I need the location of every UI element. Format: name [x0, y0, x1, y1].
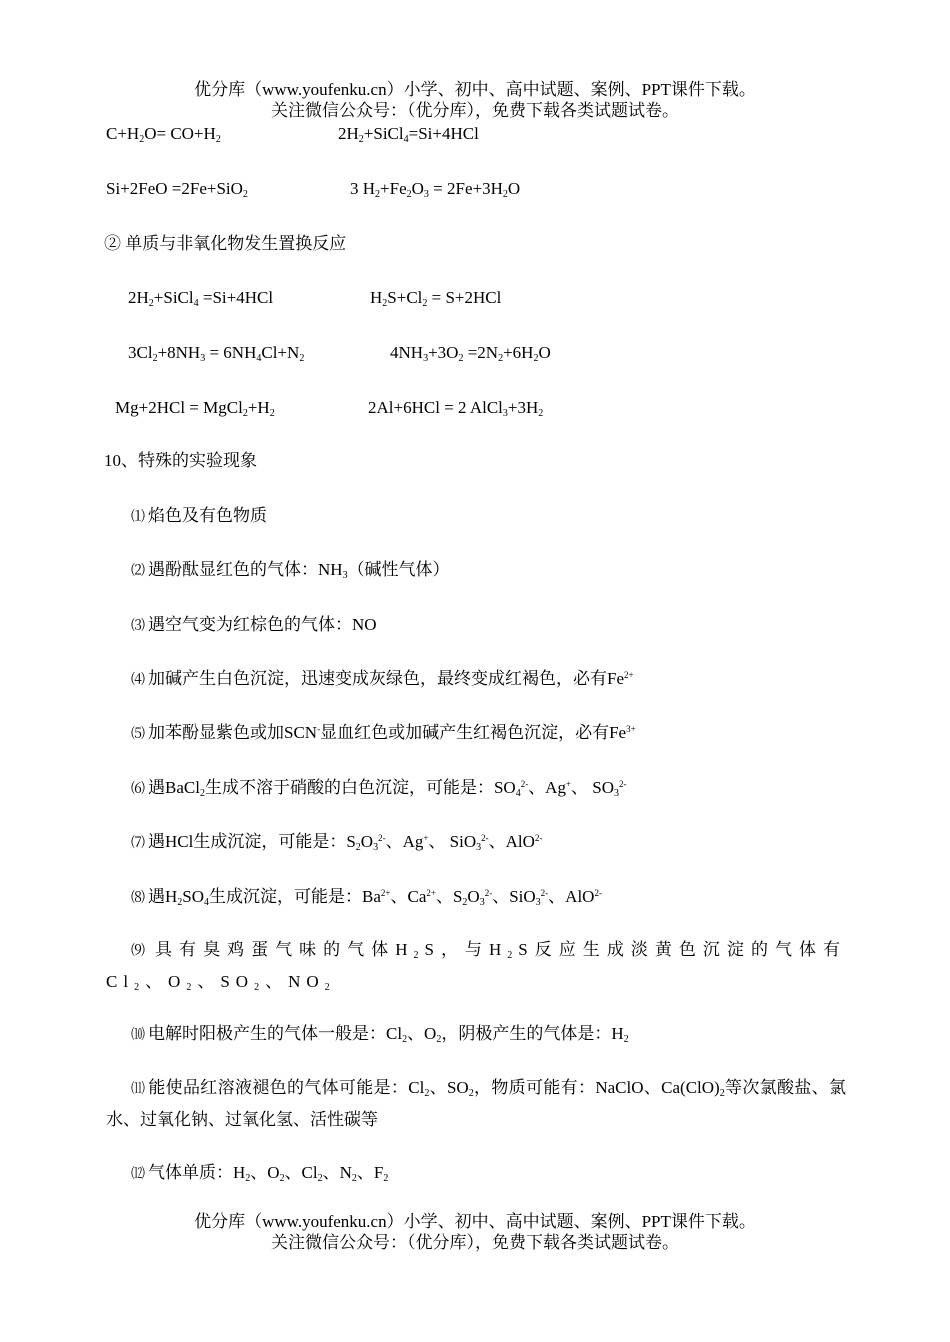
item-text: 能使品红溶液褪色的气体可能是：$Cl_2$、$SO_2$，物质可能有：NaClO、$Ca(ClO)_2$等次氯酸盐、氯水、过氧化钠、过氧化氢、活性碳等	[106, 1078, 846, 1129]
item-marker: ⑷	[131, 673, 145, 688]
item-marker: ⑺	[131, 836, 145, 851]
equation: $2H_2+SiCl_4 =Si+4HCl$	[128, 288, 274, 309]
item-text: 焰色及有色物质	[148, 506, 267, 525]
equation: 2Al+6HCl = 2 $AlCl_3+3H_2$	[368, 398, 544, 419]
list-item	[131, 1023, 629, 1047]
footer-line-1: 优分库（www.youfenku.cn）小学、初中、高中试题、案例、PPT课件下载。	[194, 1212, 756, 1231]
section-heading: 10、特殊的实验现象	[104, 451, 257, 470]
item-marker: ⑽	[131, 1028, 145, 1043]
list-item	[131, 614, 377, 638]
list-item	[131, 559, 450, 583]
equation: $Mg+2HCl = MgCl_2+H_2$	[115, 398, 275, 419]
item-text: 加苯酚显紫色或加SCN-显血红色或加碱产生红褐色沉淀，必有$Fe^{3+}$	[148, 723, 636, 742]
footer-line-2: 关注微信公众号：（优分库），免费下载各类试题试卷。	[271, 1233, 679, 1252]
item-text: 遇空气变为红棕色的气体：NO	[148, 615, 377, 634]
item-marker: ⑼	[131, 944, 153, 959]
header-line-2: 关注微信公众号：（优分库），免费下载各类试题试卷。	[271, 101, 679, 120]
item-text: 具有臭鸡蛋气味的气体$H_2S$，与$H_2S$反应生成淡黄色沉淀的气体有$Cl_2$、$O_2$、$SO_2$、$NO_2$	[106, 940, 846, 993]
equation: 3 $H_2+Fe_2O_3 = 2Fe+3H_2O$	[350, 179, 521, 200]
item-text: 加碱产生白色沉淀，迅速变成灰绿色，最终变成红褐色，必有$Fe^{2+}$	[148, 669, 634, 688]
list-item	[106, 935, 846, 997]
list-item	[131, 668, 634, 692]
item-marker: ⑸	[131, 727, 145, 742]
item-text: 遇$H_2SO_4$生成沉淀，可能是：$Ba^{2+}$、$Ca^{2+}$、$S_2O_3^{2-}$、SiO$_3^{2-}$、AlO$^{2-}$	[148, 887, 602, 908]
list-item	[131, 505, 267, 529]
item-marker: ⑻	[131, 891, 145, 906]
item-text: 遇酚酞显红色的气体：$NH_3$（碱性气体）	[148, 560, 450, 581]
list-item	[131, 1162, 388, 1186]
equation: $C+H_2O= CO+H_2$	[106, 124, 221, 145]
list-item	[131, 777, 627, 801]
item-marker: ⑶	[131, 619, 145, 634]
item-text: 遇BaCl$_2$生成不溶于硝酸的白色沉淀，可能是：$SO_4^{2-}$、Ag+、 $SO_3^{2-}$	[148, 778, 627, 799]
equation: $4NH_3+3O_2 =2N_2+6H_2O$	[390, 343, 551, 364]
equation: Si+2FeO =2Fe+SiO$_2$	[106, 179, 248, 200]
list-item	[131, 722, 636, 746]
equation: $H_2S+Cl_2 = S+2HCl$	[370, 288, 502, 309]
item-marker: ⑹	[131, 782, 145, 797]
list-item	[131, 831, 542, 855]
section-heading: ② 单质与非氧化物发生置换反应	[104, 234, 347, 253]
item-marker: ⑾	[131, 1082, 146, 1097]
item-text: 电解时阳极产生的气体一般是：$Cl_2$、$O_2$，阴极产生的气体是：$H_2$	[148, 1024, 629, 1045]
item-marker: ⑿	[131, 1167, 145, 1182]
header-line-1: 优分库（www.youfenku.cn）小学、初中、高中试题、案例、PPT课件下载。	[194, 80, 756, 99]
list-item	[131, 886, 602, 910]
equation: $3Cl_2+8NH_3 = 6NH_4Cl+N_2$	[128, 343, 305, 364]
item-marker: ⑵	[131, 564, 145, 579]
item-marker: ⑴	[131, 510, 145, 525]
item-text: 气体单质：$H_2$、$O_2$、$Cl_2$、$N_2$、$F_2$	[148, 1163, 389, 1184]
list-item	[106, 1073, 846, 1135]
item-text: 遇HCl生成沉淀，可能是：$S_2O_3^{2-}$、Ag+、 SiO$_3^{2-}$、AlO$^{2-}$	[148, 832, 543, 853]
equation: $2H_2+SiCl_4=Si+4HCl$	[338, 124, 479, 145]
